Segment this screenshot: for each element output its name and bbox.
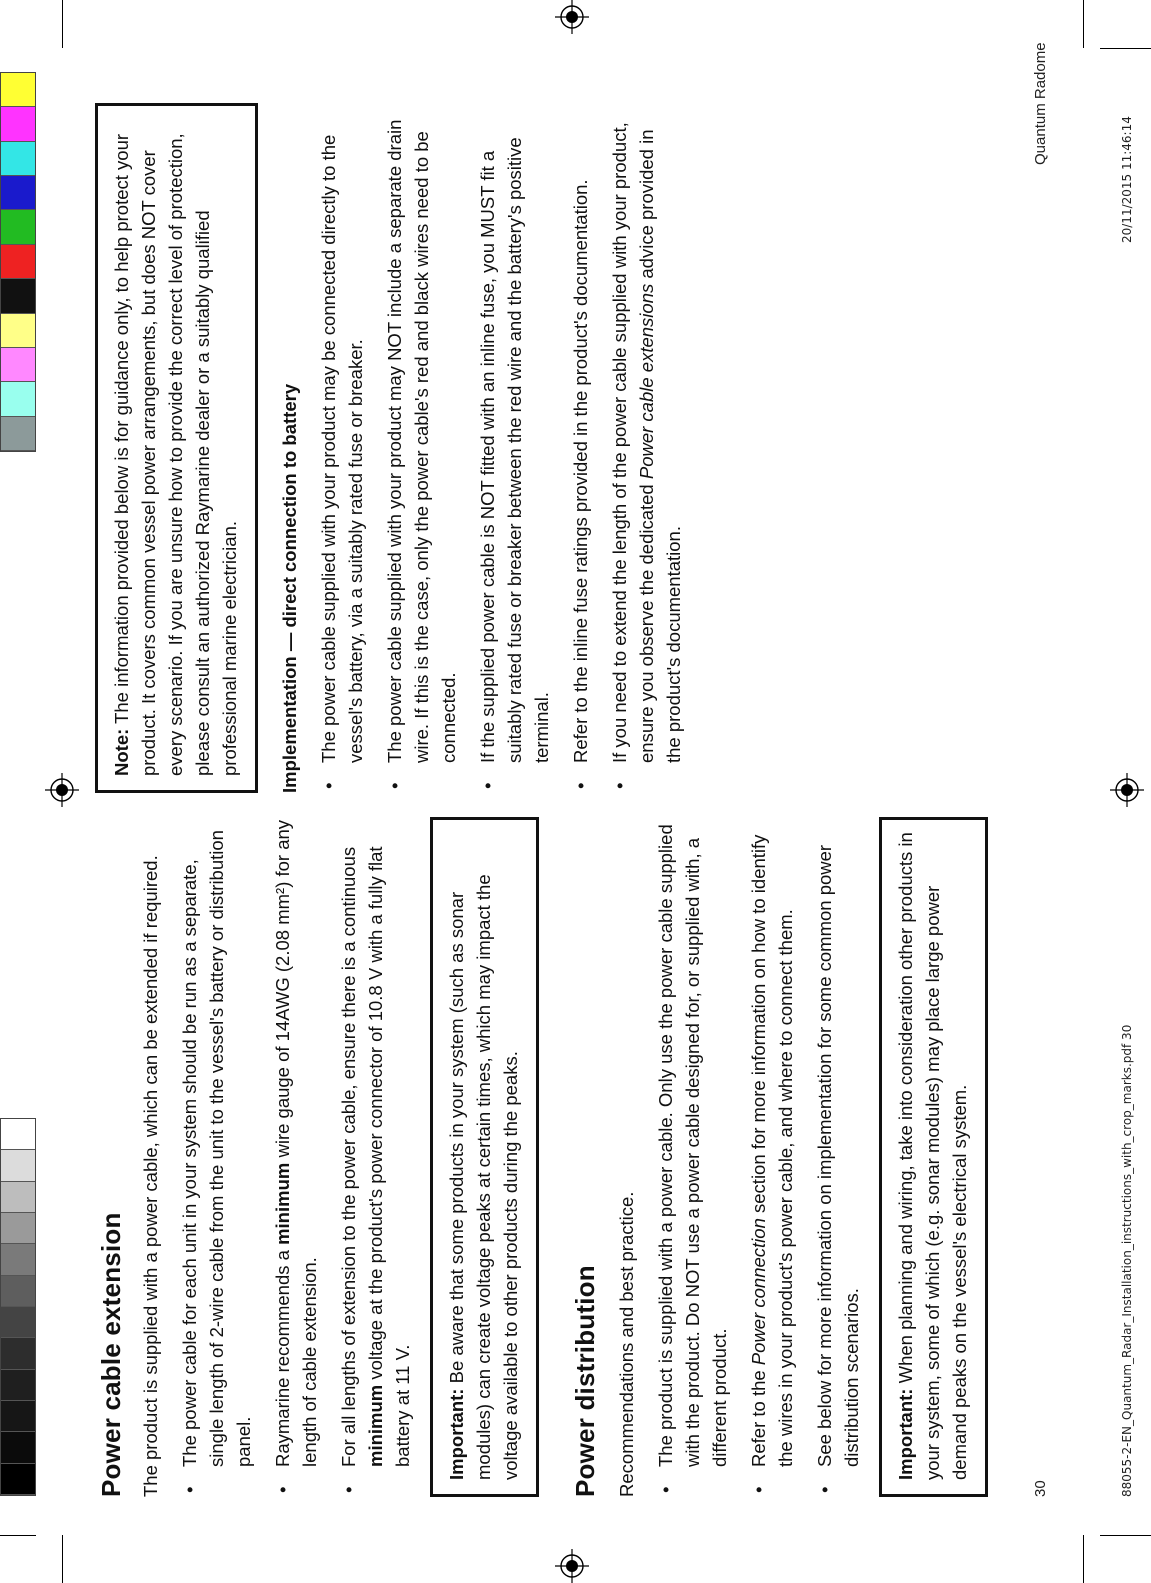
section-title-power-distribution: Power distribution [570,1265,600,1497]
left-column [95,817,988,1497]
list-item: • Refer to the inline fuse ratings provided in the product's documentation. [570,179,591,789]
list-item: • The product is supplied with a power cable. Only use the power cable supplied with the product. Do NOT use a power cable designed for, or supplied with, a different product. [655,824,730,1493]
subheading: Implementation — direct connection to battery [279,383,300,793]
list-item: • The power cable supplied with your product may be connected directly to the vessel's battery, via a suitably rated fuse or breaker. [318,134,366,789]
section-title-power-cable-extension: Power cable extension [96,1212,126,1497]
important-box: Important: When planning and wiring, take into consideration other products in your system, some of which (e.g. sonar modules) may place large power demand peaks on the vessel's electrical system. [879,817,988,1497]
slug-timestamp: 20/11/2015 11:46:14 [1120,116,1134,243]
intro-paragraph: Recommendations and best practice. [616,1191,637,1497]
page-number: 30 [1032,1480,1049,1497]
list-item: • For all lengths of extension to the power cable, ensure there is a continuous minimum voltage at the product's power connector of 10.8 V with a fully flat battery at 11 V. [338,846,413,1493]
slug-filename: 88055-2-EN_Quantum_Radar_Installation_instructions_with_crop_marks.pdf 30 [1120,1024,1134,1497]
intro-paragraph: The product is supplied with a power cable, which can be extended if required. [140,855,161,1497]
list-item: • The power cable for each unit in your system should be run as a separate, single length of 2-wire cable from the unit to the vessel's battery or distribution panel. [179,830,254,1493]
list-item: • See below for more information on implementation for some common power distribution scenarios. [814,844,862,1493]
note-box: Note: The information provided below is for guidance only, to help protect your product. It covers common vessel power arrangements, but does NOT cover every scenario. If you are unsure how to provide the correct level of protection, please consult an authorized Raymarine dealer or a suitably qualified professional marine electrician. [95,103,258,793]
footer-product-name: Quantum Radome [1032,42,1049,165]
list-item: • The power cable supplied with your product may NOT include a separate drain wire. If this is the case, only the power cable's red and black wires need to be connected. [384,119,459,789]
list-item: • If the supplied power cable is NOT fitted with an inline fuse, you MUST fit a suitably rated fuse or breaker between the red wire and the battery's positive terminal. [477,137,552,789]
list-item: • If you need to extend the length of the power cable supplied with your product, ensure you observe the dedicated Power cable extensions advice provided in the product's documentation. [609,122,684,789]
list-item: • Refer to the Power connection section for more information on how to identify the wires in your product's power cable, and where to connect them. [748,834,796,1493]
right-column [95,103,687,793]
list-item: • Raymarine recommends a minimum wire gauge of 14AWG (2.08 mm²) for any length of cable extension. [272,819,320,1493]
important-box: Important: Be aware that some products in your system (such as sonar modules) can create voltage peaks at certain times, which may impact the voltage available to other products during the peaks. [430,817,539,1497]
